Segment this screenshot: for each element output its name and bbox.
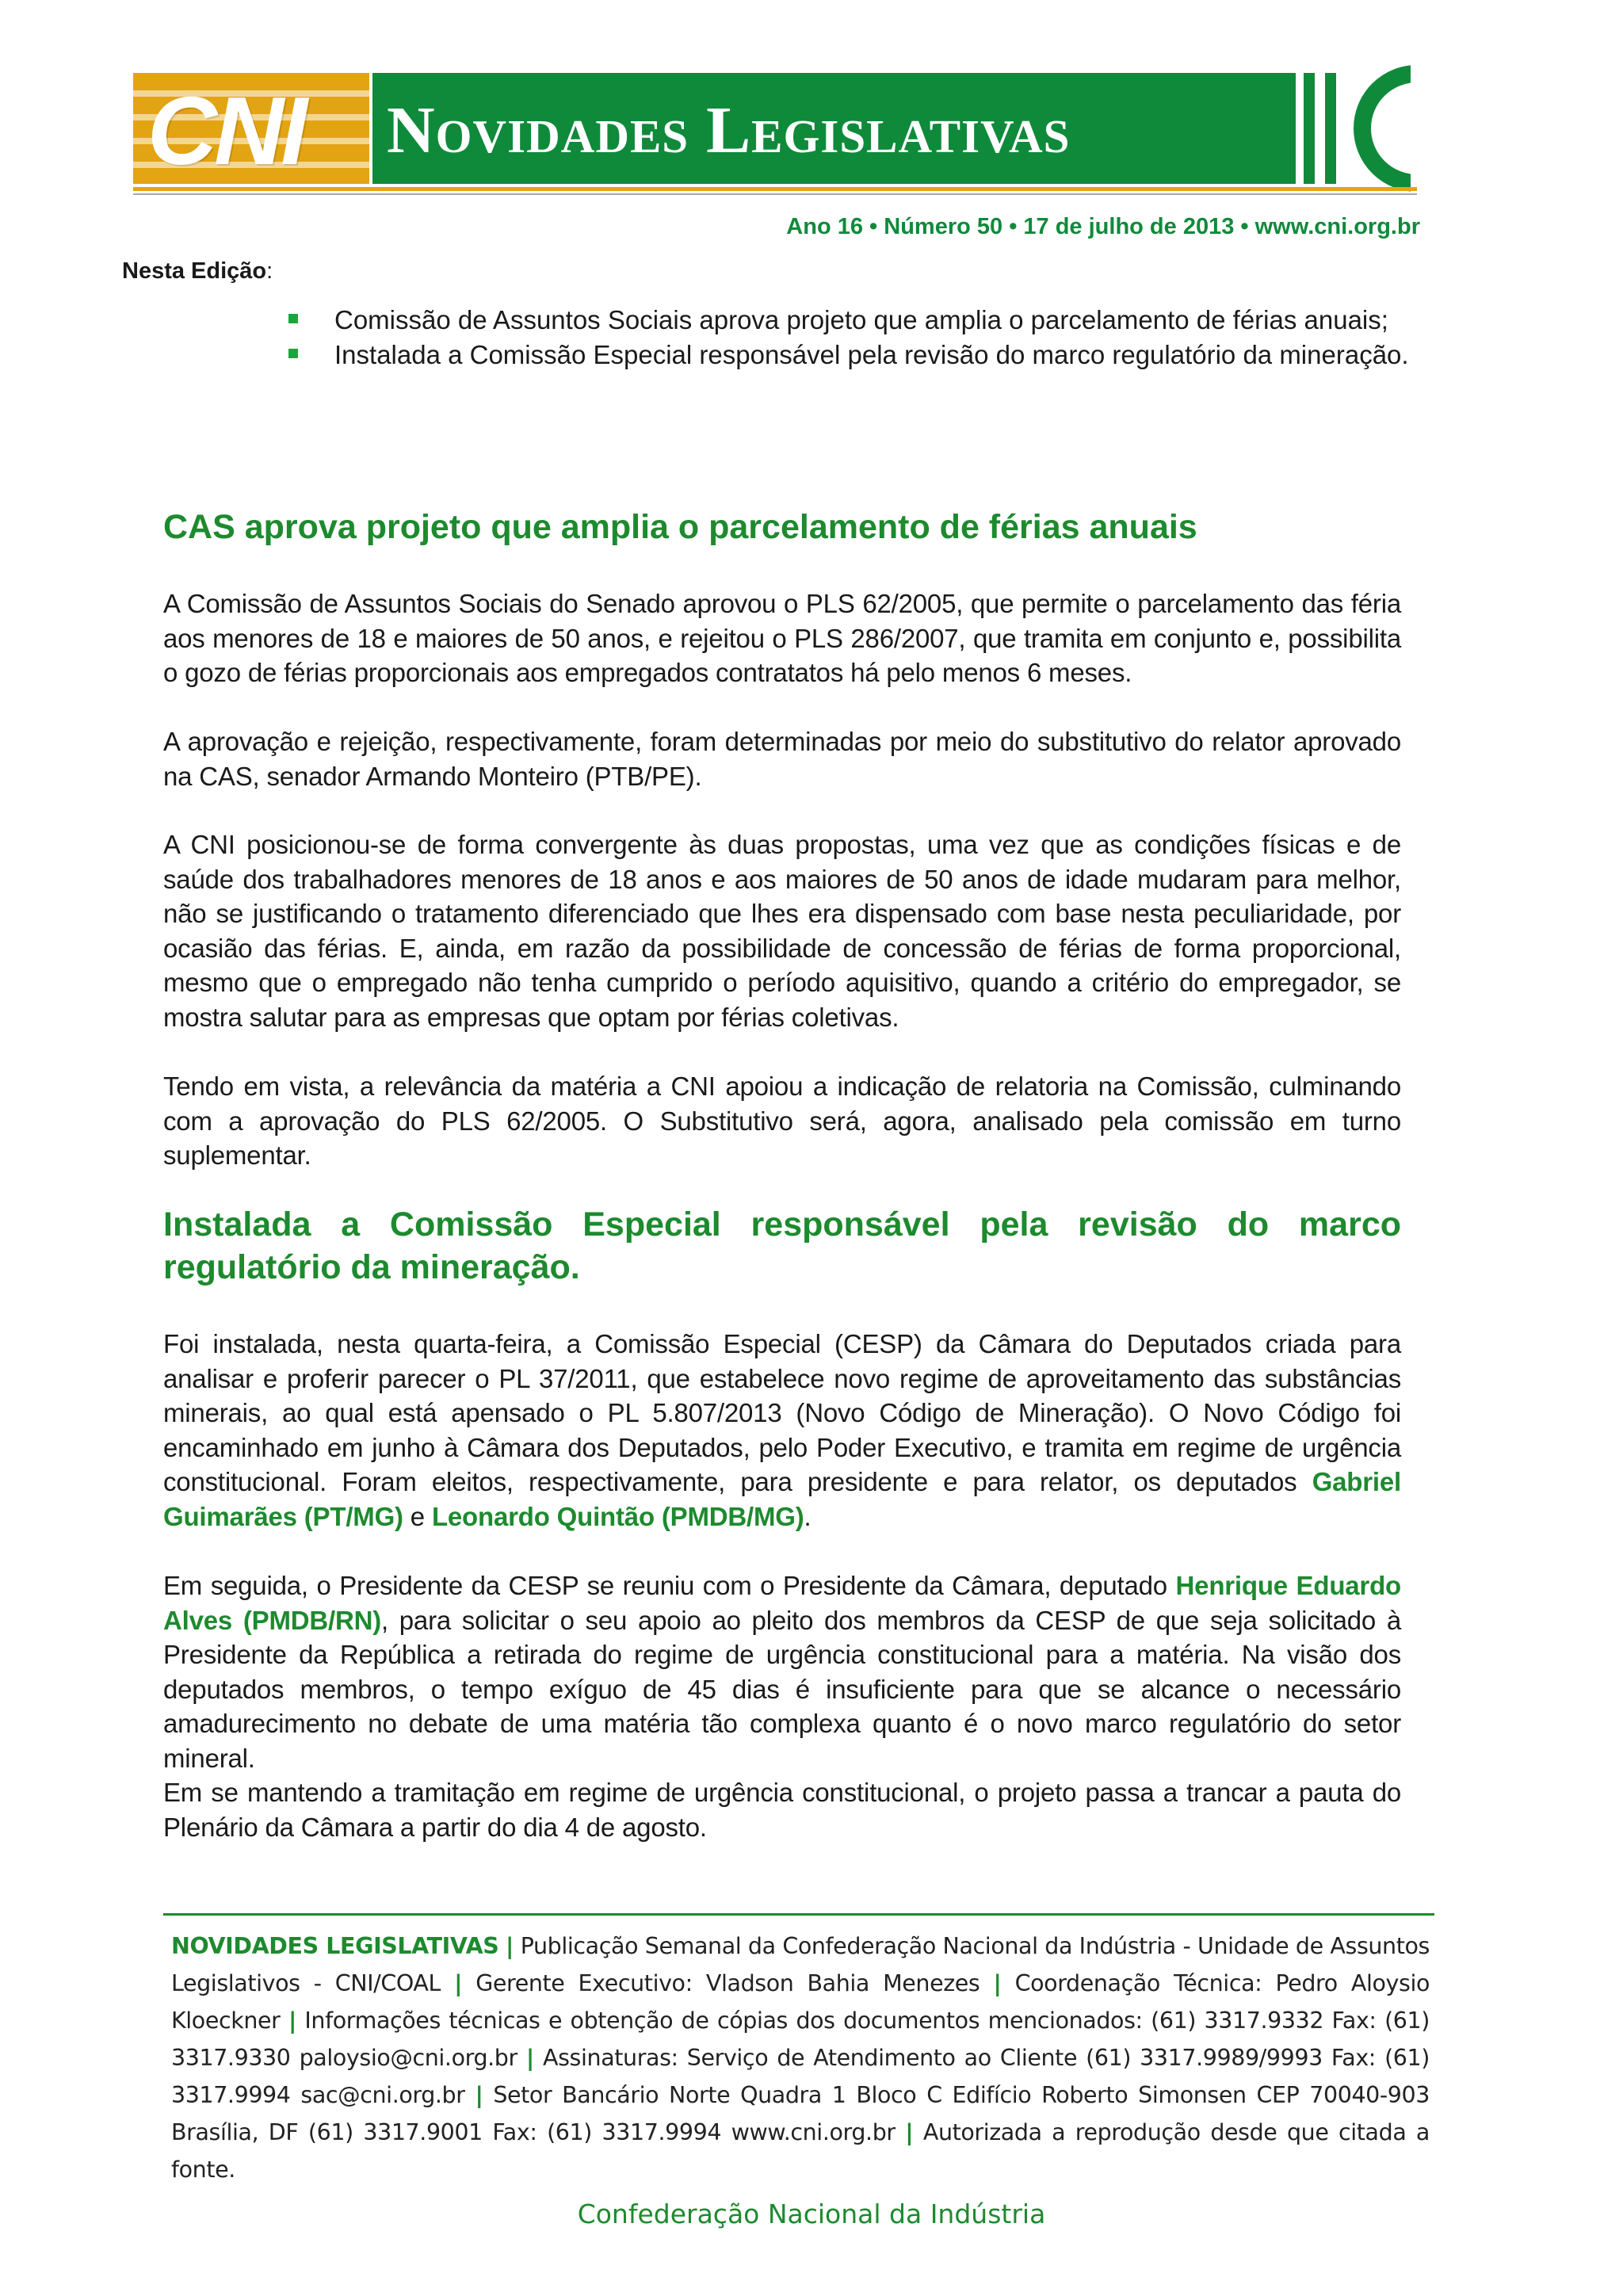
bullet-square-icon	[288, 314, 298, 323]
bullet-square-icon	[288, 349, 298, 358]
footer-rule	[163, 1913, 1434, 1916]
footer-organization: Confederação Nacional da Indústria	[577, 2199, 1046, 2229]
deputy-name: Leonardo Quintão (PMDB/MG)	[431, 1501, 804, 1531]
list-item: Instalada a Comissão Especial responsável pela revisão do marco regulatório da mineração.	[287, 338, 1436, 372]
cni-logo	[133, 73, 369, 184]
footer-brand: NOVIDADES LEGISLATIVAS	[171, 1933, 499, 1959]
article-1-title: CAS aprova projeto que amplia o parcelamento de férias anuais	[163, 508, 1197, 546]
article-2-paragraph: Em se mantendo a tramitação em regime de urgência constitucional, o projeto passa a trancar a pauta do Plenário da Câmara a partir do dia 4 de agosto.	[163, 1778, 1401, 1842]
decorative-bar	[1325, 73, 1336, 184]
article-1-paragraph: A CNI posicionou-se de forma convergente às duas propostas, uma vez que as condições físicas e de saúde dos trabalhadores menores de 18 anos e aos maiores de 50 anos de idade mudaram para melhor, não se justificando o tratamento diferenciado que lhes era dispensado com base nesta peculiaridade, por ocasião das férias. E, ainda, em razão da possibilidade de concessão de férias de forma proporcional, mesmo que o empregado não tenha cumprido o período aquisitivo, quando a critério do empregador, se mostra salutar para as empresas que optam por férias coletivas.	[163, 830, 1401, 1032]
list-item: Comissão de Assuntos Sociais aprova projeto que amplia o parcelamento de férias anuais;	[287, 303, 1436, 338]
masthead-title: Novidades Legislativas	[387, 94, 1071, 167]
publication-footer: NOVIDADES LEGISLATIVAS | Publicação Semanal da Confederação Nacional da Indústria - Unidade de Assuntos Legislativos - CNI/COAL | Gerente Executivo: Vladson Bahia Menezes | Coordenação Técnica: Pedro Aloysio Kloeckner | Informações técnicas e obtenção de cópias dos documentos mencionados: (61) 3317.9332 Fax: (61) 3317.9330 paloysio@cni.org.br | Assinaturas: Serviço de Atendimento ao Cliente (61) 3317.9989/9993 Fax: (61) 3317.9994 sac@cni.org.br | Setor Bancário Norte Quadra 1 Bloco C Edifício Roberto Simonsen CEP 70040-903 Brasília, DF (61) 3317.9001 Fax: (61) 3317.9994 www.cni.org.br | Autorizada a reprodução desde que citada a fonte.	[171, 1933, 1430, 2183]
logo-text: CNI	[147, 77, 305, 184]
edition-contents-list	[287, 303, 1436, 372]
edition-info: Ano 16 • Número 50 • 17 de julho de 2013 • www.cni.org.br	[786, 214, 1420, 239]
article-1-paragraph: A aprovação e rejeição, respectivamente, foram determinadas por meio do substitutivo do relator aprovado na CAS, senador Armando Monteiro (PTB/PE).	[163, 727, 1401, 791]
article-2-paragraph: Foi instalada, nesta quarta-feira, a Comissão Especial (CESP) da Câmara do Deputados criada para analisar e proferir parecer o PL 37/2011, que estabelece novo regime de aproveitamento das substâncias minerais, ao qual está apensado o PL 5.807/2013 (Novo Código de Mineração). O Novo Código foi encaminhado em junho à Câmara dos Deputados, pelo Poder Executivo, e tramita em regime de urgência constitucional. Foram eleitos, respectivamente, para presidente e para relator, os deputados Gabriel Guimarães (PT/MG) e Leonardo Quintão (PMDB/MG).	[163, 1329, 1401, 1531]
title-banner	[372, 73, 1296, 184]
article-2-title: Instalada a Comissão Especial responsável pela revisão do marco regulatório da mineração.	[163, 1205, 1401, 1286]
nesta-edicao-label: Nesta Edição:	[122, 258, 273, 284]
deputy-name: Henrique Eduardo Alves (PMDB/RN)	[163, 1571, 1401, 1635]
header-rule-secondary	[133, 193, 1417, 195]
deputy-name: Gabriel Guimarães (PT/MG)	[163, 1467, 1401, 1531]
masthead	[133, 73, 1417, 208]
article-1-paragraph: A Comissão de Assuntos Sociais do Senado aprovou o PLS 62/2005, que permite o parcelamento das féria aos menores de 18 e maiores de 50 anos, e rejeitou o PLS 286/2007, que tramita em conjunto e, possibilita o gozo de férias proporcionais aos empregados contratatos há pelo menos 6 meses.	[163, 589, 1401, 687]
article-2-paragraph: Em seguida, o Presidente da CESP se reuniu com o Presidente da Câmara, deputado Henrique Eduardo Alves (PMDB/RN), para solicitar o seu apoio ao pleito dos membros da CESP de que seja solicitado à Presidente da República a retirada do regime de urgência constitucional para a matéria. Na visão dos deputados membros, o tempo exíguo de 45 dias é insuficiente para que se alcance o necessário amadurecimento no debate de uma matéria tão complexa quanto é o novo marco regulatório do setor mineral.	[163, 1571, 1401, 1773]
decorative-arc	[1354, 65, 1480, 192]
article-1-paragraph: Tendo em vista, a relevância da matéria a CNI apoiou a indicação de relatoria na Comissão, culminando com a aprovação do PLS 62/2005. O Substitutivo será, agora, analisado pela comissão em turno suplementar.	[163, 1072, 1401, 1170]
header-rule	[133, 187, 1417, 191]
decorative-bar	[1304, 73, 1315, 184]
